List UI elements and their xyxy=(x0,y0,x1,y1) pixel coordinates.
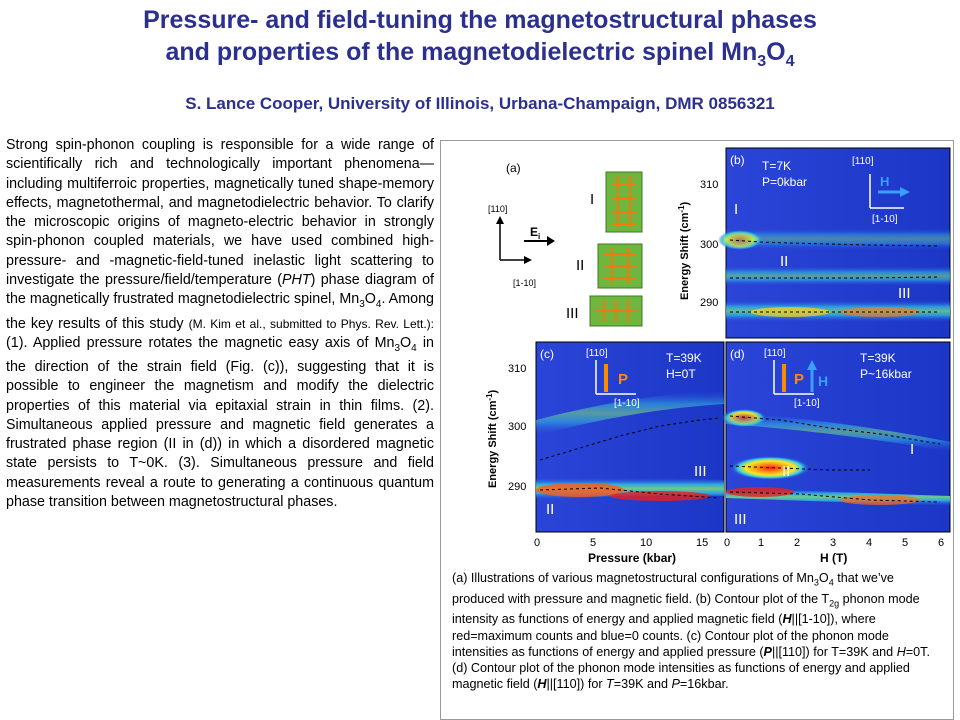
c-T: T=39K xyxy=(666,351,702,365)
c-ytick-310: 310 xyxy=(508,363,527,375)
d-I: I xyxy=(910,441,915,458)
slide-title xyxy=(0,4,960,78)
panel-b xyxy=(677,148,950,338)
reference: (M. Kim et al., submitted to Phys. Rev. Lett.): xyxy=(188,316,434,331)
d-xtick-0: 0 xyxy=(724,537,731,549)
c-II: II xyxy=(546,501,555,518)
d-H: H xyxy=(818,373,829,389)
b-II: II xyxy=(780,253,789,270)
d-xtick-2: 2 xyxy=(794,537,801,549)
a-axis-1-10: [1-10] xyxy=(513,278,537,288)
d-xtick-3: 3 xyxy=(830,537,837,549)
c-xtick-10: 10 xyxy=(640,537,653,549)
c-ytick-290: 290 xyxy=(508,481,527,493)
author-line: S. Lance Cooper, University of Illinois, Urbana-Champaign, DMR 0856321 xyxy=(185,94,775,113)
a-III-label: III xyxy=(566,305,579,322)
d-xtick-6: 6 xyxy=(938,537,945,549)
c-P: P xyxy=(618,371,629,388)
b-ytick-300: 300 xyxy=(700,239,719,251)
c-ylabel: Energy Shift $(cm^{-1})$ xyxy=(485,389,499,488)
d-P: P xyxy=(794,371,805,388)
b-ylabel: Energy Shift $(cm^{-1})$ xyxy=(677,201,691,300)
figure-caption: (a) Illustrations of various magnetostructural configurations of $Mn_3O_4$ that we’ve produced with pressure and magnetic field. (b) Contour plot of the $T_{2g}$ phonon mode intensity as functions of energy and applied magnetic field (H||[1-10]), where red=maximum counts and blue=0 counts. (c) Contour plot of the phonon mode intensities as functions of energy and applied pressure (P||[110]) for T=39K and H=0T. (d) Contour plot of the phonon mode intensities as functions of energy and applied magnetic field (H||[110]) for T=39K and P=16kbar. xyxy=(452,571,930,692)
a-E-label: $E_i$ xyxy=(530,225,541,241)
d-axis-1-10: [1-10] xyxy=(794,398,820,409)
b-axis-1-10: [1-10] xyxy=(872,214,898,225)
d-T: T=39K xyxy=(860,351,896,365)
d-Pval: P~16kbar xyxy=(860,367,912,381)
c-axis-1-10: [1-10] xyxy=(614,398,640,409)
b-T: T=7K xyxy=(762,159,792,173)
title-line-2: and properties of the magnetodielectric spinel $Mn_3O_4$ xyxy=(165,38,795,70)
c-axis-110: [110] xyxy=(586,348,608,359)
panel-c-contour xyxy=(536,342,724,532)
panel-d-label: (d) xyxy=(730,347,745,361)
panel-c-label: (c) xyxy=(540,347,554,361)
b-ytick-310: 310 xyxy=(700,179,719,191)
b-I: I xyxy=(734,201,739,218)
c-xtick-0: 0 xyxy=(534,537,541,549)
b-axis-110: [110] xyxy=(852,156,874,167)
panel-d xyxy=(722,342,950,565)
d-xtick-5: 5 xyxy=(902,537,909,549)
d-xtick-1: 1 xyxy=(758,537,765,549)
panel-c xyxy=(485,342,724,565)
c-ytick-300: 300 xyxy=(508,421,527,433)
d-xtick-4: 4 xyxy=(866,537,873,549)
b-P: P=0kbar xyxy=(762,175,808,189)
a-II-label: II xyxy=(576,257,585,274)
panel-a xyxy=(488,161,642,326)
b-ytick-290: 290 xyxy=(700,297,719,309)
a-axis-110: [110] xyxy=(488,204,508,214)
figure xyxy=(440,140,954,570)
b-III: III xyxy=(898,285,911,302)
c-xlabel: Pressure (kbar) xyxy=(588,551,677,565)
b-H: H xyxy=(880,174,890,189)
c-xtick-15: 15 xyxy=(696,537,709,549)
d-II: II xyxy=(782,463,791,480)
title-line-1: Pressure- and field-tuning the magnetostructural phases xyxy=(143,6,817,34)
body-paragraph: Strong spin-phonon coupling is responsible for a wide range of scientifically rich and technologically important phenomena—including multiferroic properties, magnetically tuned shape-memory effects, magnetothermal, and magnetodielectric behavior. To clarify the microscopic origins of magneto-electric behavior in strongly spin-phonon coupled materials, we have used combined high-pressure- and -magnetic-field-tuned inelastic light scattering to investigate the pressure/field/temperature (PHT) phase diagram of the magnetically frustrated magnetodielectric spinel, $Mn_3O_4$. Among the key results of this study (M. Kim et al., submitted to Phys. Rev. Lett.): (1). Applied pressure rotates the magnetic easy axis of $Mn_3O_4$ in the direction of the strain field (Fig. (c)), suggesting that it is possible to engineer the magnetism and modify the dielectric properties of this material via epitaxial strain in thin films. (2). Simultaneous applied pressure and magnetic field generates a frustrated phase region (II in (d)) in which a disordered magnetic state persists to T~0K. (3). Simultaneous pressure and field measurements reveal a route to generating a continuous quantum phase transition between magnetostructural phases. xyxy=(6,137,434,511)
a-I-label: I xyxy=(590,191,595,208)
c-III: III xyxy=(694,463,707,480)
c-H: H=0T xyxy=(666,367,696,381)
d-xlabel: H (T) xyxy=(820,551,848,565)
d-III: III xyxy=(734,511,747,528)
panel-b-label: (b) xyxy=(730,153,745,167)
d-axis-110: [110] xyxy=(764,348,786,359)
c-xtick-5: 5 xyxy=(590,537,597,549)
panel-a-label: (a) xyxy=(506,161,521,175)
